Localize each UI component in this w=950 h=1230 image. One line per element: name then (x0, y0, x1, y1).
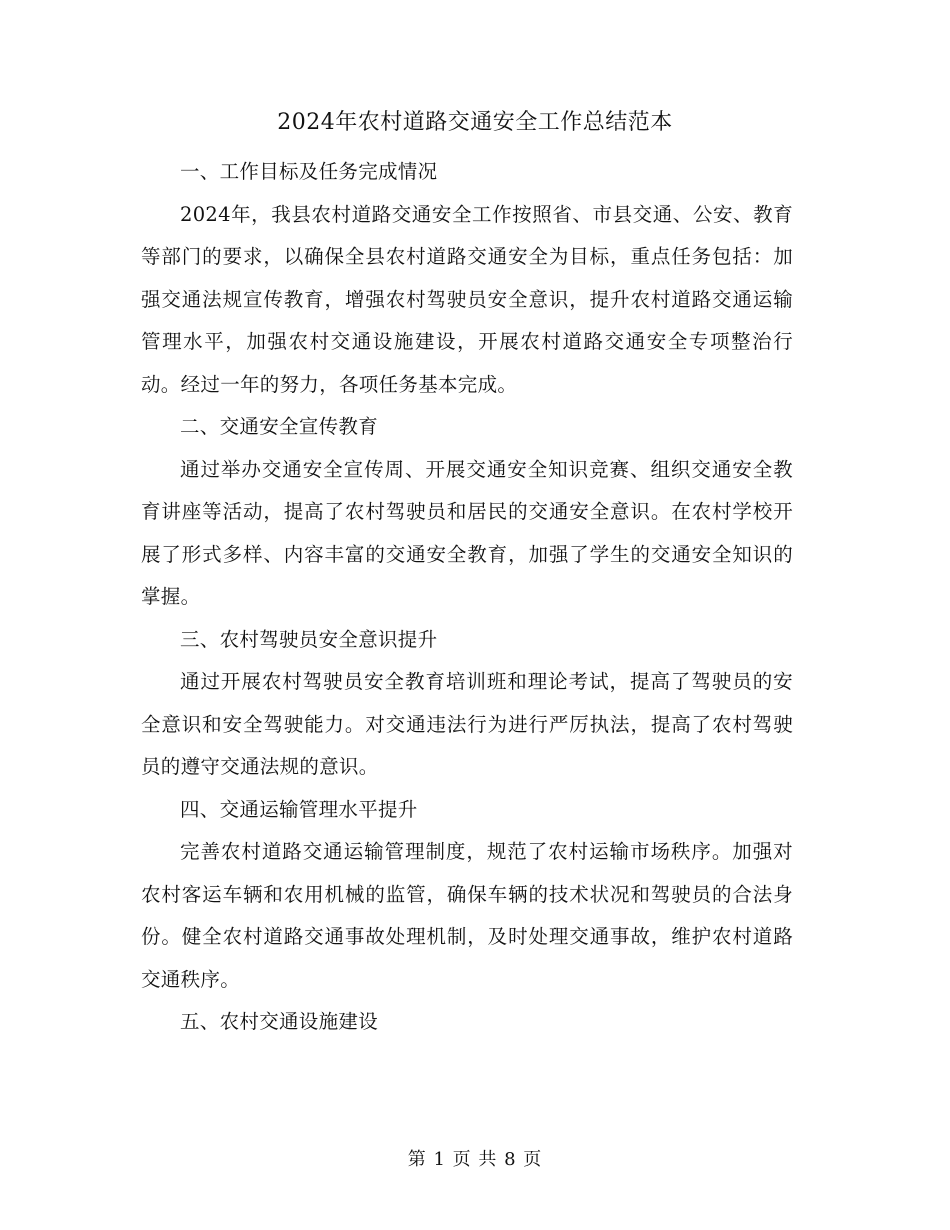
section-heading-5: 五、农村交通设施建设 (180, 1010, 379, 1033)
paragraph-1: 2024年，我县农村道路交通安全工作按照省、市县交通、公安、教育等部门的要求，以确保全县农村道路交通安全为目标，重点任务包括：加强交通法规宣传教育，增强农村驾驶员安全意识，提升农村道路交通运输管理水平，加强农村交通设施建设，开展农村道路交通安全专项整治行动。经过一年的努力，各项任务基本完成。 (141, 202, 793, 396)
section-heading-2: 二、交通安全宣传教育 (180, 415, 379, 438)
section-heading-4: 四、交通运输管理水平提升 (180, 797, 418, 821)
section-heading-1: 一、工作目标及任务完成情况 (180, 160, 438, 183)
document-title: 2024年农村道路交通安全工作总结范本 (277, 110, 673, 135)
paragraph-4: 完善农村道路交通运输管理制度，规范了农村运输市场秩序。加强对农村客运车辆和农用机械的监管，确保车辆的技术状况和驾驶员的合法身份。健全农村道路交通事故处理机制，及时处理交通事故，维护农村道路交通秩序。 (141, 840, 793, 991)
page-number-footer: 第 1 页 共 8 页 (407, 1149, 543, 1170)
paragraph-2: 通过举办交通安全宣传周、开展交通安全知识竞赛、组织交通安全教育讲座等活动，提高了农村驾驶员和居民的交通安全意识。在农村学校开展了形式多样、内容丰富的交通安全教育，加强了学生的交通安全知识的掌握。 (141, 457, 793, 608)
paragraph-3: 通过开展农村驾驶员安全教育培训班和理论考试，提高了驾驶员的安全意识和安全驾驶能力。对交通违法行为进行严厉执法，提高了农村驾驶员的遵守交通法规的意识。 (141, 670, 793, 778)
section-heading-3: 三、农村驾驶员安全意识提升 (180, 627, 438, 651)
document-body (141, 151, 793, 1044)
